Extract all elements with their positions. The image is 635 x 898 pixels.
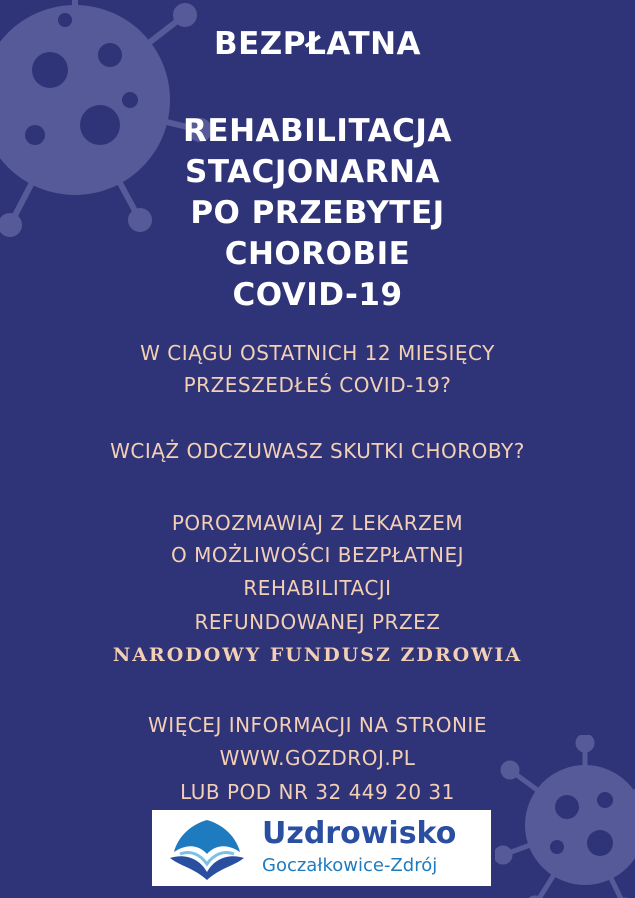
title-line-5: CHOROBIE (224, 236, 411, 272)
logo-box (152, 810, 491, 886)
phone-number[interactable]: LUB POD NR 32 449 20 31 (180, 780, 455, 804)
question-line-1: W CIĄGU OSTATNICH 12 MIESIĘCY (140, 341, 495, 365)
logo-subtitle: Goczałkowice-Zdrój (262, 855, 438, 876)
title-line-1: BEZPŁATNA (213, 26, 422, 62)
advice-line-4: REFUNDOWANEJ PRZEZ (194, 610, 441, 634)
title-line-3: STACJONARNA (185, 154, 440, 190)
logo-name: Uzdrowisko (262, 816, 457, 851)
title-line-4: PO PRZEBYTEJ (190, 195, 445, 231)
title-line-6: COVID-19 (232, 277, 403, 313)
advice-line-2: O MOŻLIWOŚCI BEZPŁATNEJ (171, 543, 464, 567)
question-line-2: PRZESZEDŁEŚ COVID-19? (183, 373, 452, 397)
advice-line-1: POROZMAWIAJ Z LEKARZEM (171, 511, 464, 535)
title-line-2: REHABILITACJA (183, 113, 452, 149)
advice-nfz: NARODOWY FUNDUSZ ZDROWIA (112, 644, 523, 666)
info-line: WIĘCEJ INFORMACJI NA STRONIE (148, 713, 487, 737)
website-link[interactable]: WWW.GOZDROJ.PL (219, 746, 416, 770)
logo-emblem-icon (162, 814, 252, 882)
question-line-3: WCIĄŻ ODCZUWASZ SKUTKI CHOROBY? (110, 439, 525, 463)
advice-line-3: REHABILITACJI (243, 576, 392, 600)
